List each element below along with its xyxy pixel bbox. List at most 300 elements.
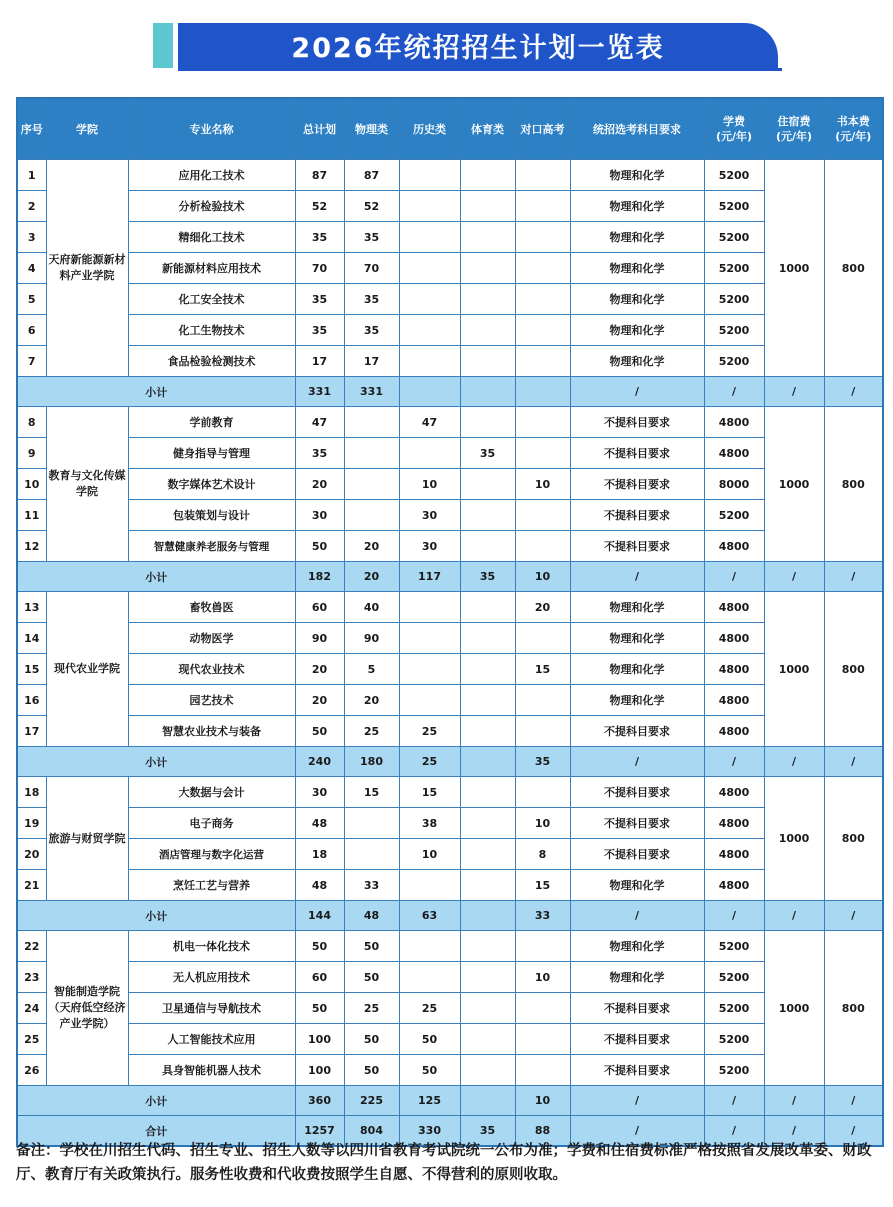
cell-total-plan: 20 [295,685,344,716]
cell-total-plan: 17 [295,346,344,377]
cell-subject-requirement: 不提科目要求 [570,716,704,747]
cell-pe [460,777,515,808]
total-subject-requirement: / [570,1116,704,1147]
table-row [17,500,883,531]
cell-subject-requirement: 物理和化学 [570,654,704,685]
subtotal-vocational: 33 [515,901,570,931]
subtotal-subject-requirement: / [570,562,704,592]
cell-history [399,962,460,993]
cell-pe [460,870,515,901]
cell-vocational [515,191,570,222]
subtotal-vocational: 35 [515,747,570,777]
cell-history: 30 [399,531,460,562]
cell-major: 酒店管理与数字化运营 [128,839,295,870]
cell-major: 新能源材料应用技术 [128,253,295,284]
subtotal-total-plan: 144 [295,901,344,931]
cell-tuition: 5200 [704,962,764,993]
cell-seq: 20 [17,839,46,870]
total-pe: 35 [460,1116,515,1147]
cell-seq: 14 [17,623,46,654]
header-physics: 物理类 [344,98,399,160]
cell-history: 25 [399,716,460,747]
subtotal-pe [460,1086,515,1116]
cell-physics: 35 [344,315,399,346]
subtotal-label: 小计 [17,562,295,592]
cell-major: 园艺技术 [128,685,295,716]
cell-major: 智慧健康养老服务与管理 [128,531,295,562]
cell-dorm-fee: 1000 [764,160,824,377]
cell-pe [460,346,515,377]
cell-vocational: 15 [515,654,570,685]
subtotal-book-fee: / [824,1086,883,1116]
cell-history: 47 [399,407,460,438]
cell-history: 30 [399,500,460,531]
cell-seq: 1 [17,160,46,191]
subtotal-pe: 35 [460,562,515,592]
cell-physics [344,808,399,839]
cell-subject-requirement: 物理和化学 [570,962,704,993]
cell-vocational: 10 [515,469,570,500]
cell-tuition: 4800 [704,654,764,685]
cell-total-plan: 60 [295,962,344,993]
cell-tuition: 4800 [704,592,764,623]
cell-vocational [515,160,570,191]
cell-major: 化工生物技术 [128,315,295,346]
cell-history [399,623,460,654]
cell-subject-requirement: 不提科目要求 [570,1055,704,1086]
cell-tuition: 5200 [704,315,764,346]
subtotal-subject-requirement: / [570,901,704,931]
enrollment-plan-table [16,97,884,1147]
table-row [17,160,883,191]
total-physics: 804 [344,1116,399,1147]
cell-history [399,284,460,315]
subtotal-dorm-fee: / [764,1086,824,1116]
cell-seq: 16 [17,685,46,716]
subtotal-total-plan: 360 [295,1086,344,1116]
cell-physics [344,407,399,438]
cell-tuition: 4800 [704,839,764,870]
cell-pe [460,531,515,562]
cell-seq: 26 [17,1055,46,1086]
cell-vocational [515,253,570,284]
cell-seq: 11 [17,500,46,531]
cell-tuition: 5200 [704,346,764,377]
cell-major: 健身指导与管理 [128,438,295,469]
cell-pe [460,407,515,438]
cell-total-plan: 50 [295,531,344,562]
cell-college: 现代农业学院 [46,592,128,747]
cell-subject-requirement: 不提科目要求 [570,438,704,469]
header-subject-requirement: 统招选考科目要求 [570,98,704,160]
cell-major: 学前教育 [128,407,295,438]
cell-physics: 50 [344,962,399,993]
cell-history [399,654,460,685]
cell-seq: 17 [17,716,46,747]
cell-total-plan: 100 [295,1055,344,1086]
header-dorm-line1: 住宿费 [777,115,811,128]
subtotal-row [17,901,883,931]
cell-subject-requirement: 物理和化学 [570,685,704,716]
header-history: 历史类 [399,98,460,160]
cell-history [399,438,460,469]
table-row [17,469,883,500]
cell-major: 机电一体化技术 [128,931,295,962]
cell-physics: 20 [344,531,399,562]
cell-seq: 9 [17,438,46,469]
cell-dorm-fee: 1000 [764,407,824,562]
page-title: 2026年统招招生计划一览表 [291,33,665,64]
cell-seq: 4 [17,253,46,284]
cell-tuition: 5200 [704,191,764,222]
cell-vocational: 10 [515,808,570,839]
cell-vocational [515,993,570,1024]
table-row [17,531,883,562]
table-row [17,284,883,315]
cell-vocational [515,500,570,531]
subtotal-physics: 225 [344,1086,399,1116]
subtotal-physics: 20 [344,562,399,592]
cell-tuition: 5200 [704,284,764,315]
subtotal-book-fee: / [824,562,883,592]
subtotal-pe [460,747,515,777]
cell-subject-requirement: 不提科目要求 [570,531,704,562]
cell-tuition: 4800 [704,808,764,839]
cell-vocational: 8 [515,839,570,870]
subtotal-dorm-fee: / [764,377,824,407]
cell-physics: 50 [344,931,399,962]
cell-seq: 5 [17,284,46,315]
cell-physics: 87 [344,160,399,191]
cell-physics: 25 [344,716,399,747]
header-book-line2: (元/年) [835,130,872,143]
cell-major: 卫星通信与导航技术 [128,993,295,1024]
cell-major: 无人机应用技术 [128,962,295,993]
cell-vocational [515,438,570,469]
table-row [17,777,883,808]
table-row [17,315,883,346]
subtotal-label: 小计 [17,377,295,407]
table-row [17,623,883,654]
cell-history: 38 [399,808,460,839]
cell-subject-requirement: 不提科目要求 [570,777,704,808]
cell-vocational [515,315,570,346]
header-book-fee [824,98,883,160]
cell-dorm-fee: 1000 [764,777,824,901]
cell-vocational [515,407,570,438]
cell-book-fee: 800 [824,407,883,562]
header-tuition-line2: (元/年) [715,130,753,143]
subtotal-vocational: 10 [515,1086,570,1116]
cell-college: 旅游与财贸学院 [46,777,128,901]
cell-book-fee: 800 [824,160,883,377]
cell-book-fee: 800 [824,931,883,1086]
cell-vocational: 10 [515,962,570,993]
subtotal-label: 小计 [17,901,295,931]
cell-tuition: 4800 [704,716,764,747]
cell-major: 应用化工技术 [128,160,295,191]
subtotal-row [17,747,883,777]
subtotal-subject-requirement: / [570,1086,704,1116]
cell-total-plan: 35 [295,222,344,253]
table-header [17,98,883,160]
header-tuition-line1: 学费 [723,115,745,128]
cell-physics: 90 [344,623,399,654]
cell-history: 10 [399,839,460,870]
cell-seq: 8 [17,407,46,438]
cell-total-plan: 100 [295,1024,344,1055]
subtotal-row [17,562,883,592]
cell-total-plan: 50 [295,931,344,962]
subtotal-history: 125 [399,1086,460,1116]
footnote: 备注：学校在川招生代码、招生专业、招生人数等以四川省教育考试院统一公布为准；学费和住宿费标准严格按照省发展改革委、财政厅、教育厅有关政策执行。服务性收费和代收费按照学生自愿、不得营利的原则收取。 [16,1143,872,1183]
cell-vocational [515,531,570,562]
cell-vocational [515,716,570,747]
table-row [17,808,883,839]
cell-history [399,253,460,284]
cell-pe [460,993,515,1024]
cell-seq: 25 [17,1024,46,1055]
subtotal-physics: 180 [344,747,399,777]
subtotal-dorm-fee: / [764,562,824,592]
cell-vocational [515,623,570,654]
cell-major: 动物医学 [128,623,295,654]
table-row [17,716,883,747]
cell-subject-requirement: 不提科目要求 [570,500,704,531]
cell-pe [460,191,515,222]
cell-total-plan: 35 [295,315,344,346]
title-underline [178,68,782,71]
cell-dorm-fee: 1000 [764,931,824,1086]
cell-pe [460,654,515,685]
header-major: 专业名称 [128,98,295,160]
cell-history [399,191,460,222]
header-seq: 序号 [17,98,46,160]
cell-tuition: 4800 [704,438,764,469]
cell-physics: 70 [344,253,399,284]
cell-subject-requirement: 物理和化学 [570,253,704,284]
title-accent-bar [153,23,173,68]
cell-vocational [515,931,570,962]
cell-history [399,222,460,253]
cell-seq: 22 [17,931,46,962]
header-total-plan: 总计划 [295,98,344,160]
cell-tuition: 5200 [704,1055,764,1086]
cell-college: 教育与文化传媒学院 [46,407,128,562]
cell-pe: 35 [460,438,515,469]
subtotal-subject-requirement: / [570,377,704,407]
subtotal-subject-requirement: / [570,747,704,777]
cell-total-plan: 90 [295,623,344,654]
cell-physics: 17 [344,346,399,377]
subtotal-book-fee: / [824,377,883,407]
cell-history [399,315,460,346]
cell-total-plan: 18 [295,839,344,870]
cell-physics: 5 [344,654,399,685]
cell-subject-requirement: 物理和化学 [570,284,704,315]
cell-total-plan: 48 [295,870,344,901]
cell-pe [460,592,515,623]
cell-seq: 12 [17,531,46,562]
cell-seq: 18 [17,777,46,808]
cell-physics: 25 [344,993,399,1024]
cell-subject-requirement: 物理和化学 [570,592,704,623]
cell-total-plan: 35 [295,438,344,469]
cell-total-plan: 87 [295,160,344,191]
cell-pe [460,623,515,654]
table-row [17,222,883,253]
header-tuition [704,98,764,160]
cell-pe [460,500,515,531]
cell-vocational: 15 [515,870,570,901]
cell-major: 食品检验检测技术 [128,346,295,377]
total-dorm-fee: / [764,1116,824,1147]
total-tuition: / [704,1116,764,1147]
cell-total-plan: 50 [295,993,344,1024]
cell-history [399,870,460,901]
cell-total-plan: 20 [295,654,344,685]
table-row [17,1024,883,1055]
cell-tuition: 4800 [704,623,764,654]
cell-pe [460,808,515,839]
subtotal-history: 117 [399,562,460,592]
subtotal-pe [460,377,515,407]
cell-subject-requirement: 物理和化学 [570,870,704,901]
cell-major: 包装策划与设计 [128,500,295,531]
subtotal-tuition: / [704,747,764,777]
cell-tuition: 5200 [704,1024,764,1055]
cell-pe [460,222,515,253]
cell-vocational: 20 [515,592,570,623]
cell-physics [344,500,399,531]
cell-physics [344,438,399,469]
header-pe: 体育类 [460,98,515,160]
total-label: 合计 [17,1116,295,1147]
subtotal-history: 25 [399,747,460,777]
cell-subject-requirement: 物理和化学 [570,931,704,962]
cell-seq: 3 [17,222,46,253]
cell-seq: 6 [17,315,46,346]
cell-history: 15 [399,777,460,808]
cell-major: 大数据与会计 [128,777,295,808]
header-college: 学院 [46,98,128,160]
cell-pe [460,253,515,284]
cell-tuition: 4800 [704,685,764,716]
cell-history [399,160,460,191]
subtotal-vocational: 10 [515,562,570,592]
table-row [17,962,883,993]
cell-history: 10 [399,469,460,500]
cell-total-plan: 60 [295,592,344,623]
cell-seq: 21 [17,870,46,901]
cell-pe [460,839,515,870]
cell-physics: 35 [344,284,399,315]
cell-subject-requirement: 不提科目要求 [570,407,704,438]
cell-book-fee: 800 [824,777,883,901]
cell-pe [460,1055,515,1086]
cell-pe [460,1024,515,1055]
subtotal-tuition: / [704,562,764,592]
cell-major: 化工安全技术 [128,284,295,315]
cell-vocational [515,346,570,377]
cell-vocational [515,284,570,315]
table-row [17,685,883,716]
cell-major: 人工智能技术应用 [128,1024,295,1055]
table-row [17,654,883,685]
cell-dorm-fee: 1000 [764,592,824,747]
cell-pe [460,685,515,716]
table-row [17,592,883,623]
cell-subject-requirement: 不提科目要求 [570,839,704,870]
subtotal-label: 小计 [17,747,295,777]
subtotal-total-plan: 240 [295,747,344,777]
cell-seq: 2 [17,191,46,222]
cell-subject-requirement: 物理和化学 [570,191,704,222]
cell-tuition: 4800 [704,870,764,901]
cell-vocational [515,777,570,808]
cell-vocational [515,1024,570,1055]
cell-total-plan: 20 [295,469,344,500]
cell-pe [460,931,515,962]
cell-pe [460,716,515,747]
cell-pe [460,962,515,993]
cell-subject-requirement: 物理和化学 [570,222,704,253]
cell-major: 电子商务 [128,808,295,839]
subtotal-vocational [515,377,570,407]
table-row [17,346,883,377]
cell-total-plan: 70 [295,253,344,284]
cell-subject-requirement: 不提科目要求 [570,1024,704,1055]
cell-major: 数字媒体艺术设计 [128,469,295,500]
subtotal-book-fee: / [824,901,883,931]
cell-seq: 13 [17,592,46,623]
cell-history [399,592,460,623]
cell-total-plan: 47 [295,407,344,438]
table-row [17,839,883,870]
table-row [17,191,883,222]
cell-subject-requirement: 物理和化学 [570,315,704,346]
subtotal-tuition: / [704,377,764,407]
cell-history: 25 [399,993,460,1024]
cell-pe [460,284,515,315]
cell-book-fee: 800 [824,592,883,747]
table-row [17,931,883,962]
cell-history [399,346,460,377]
cell-history: 50 [399,1055,460,1086]
cell-tuition: 5200 [704,931,764,962]
cell-seq: 15 [17,654,46,685]
cell-physics: 33 [344,870,399,901]
cell-seq: 24 [17,993,46,1024]
cell-major: 智慧农业技术与装备 [128,716,295,747]
subtotal-physics: 331 [344,377,399,407]
cell-tuition: 5200 [704,500,764,531]
cell-history: 50 [399,1024,460,1055]
cell-physics: 35 [344,222,399,253]
subtotal-tuition: / [704,901,764,931]
cell-tuition: 5200 [704,253,764,284]
header-dorm-line2: (元/年) [775,130,813,143]
cell-history [399,685,460,716]
cell-major: 畜牧兽医 [128,592,295,623]
cell-pe [460,315,515,346]
cell-tuition: 8000 [704,469,764,500]
cell-vocational [515,222,570,253]
table-body [17,160,883,1147]
cell-physics: 20 [344,685,399,716]
cell-total-plan: 30 [295,777,344,808]
cell-tuition: 5200 [704,222,764,253]
